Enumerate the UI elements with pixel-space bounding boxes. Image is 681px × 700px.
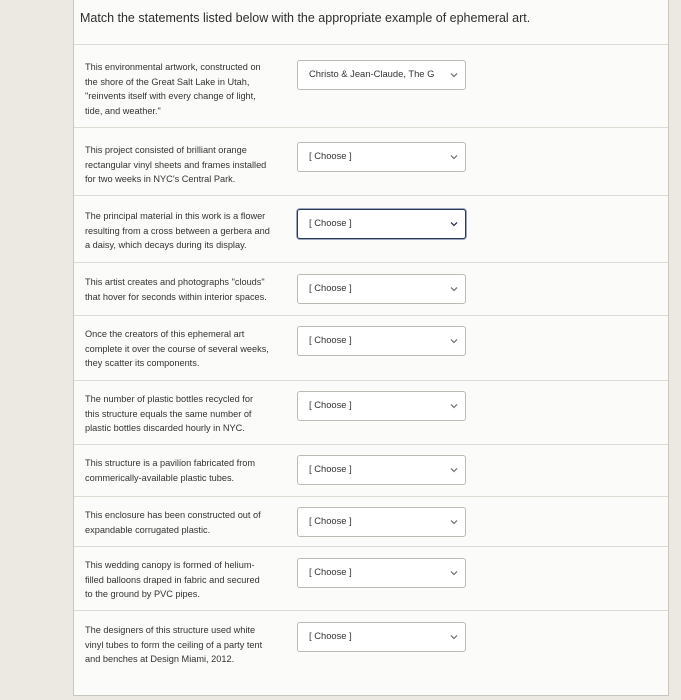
answer-select-1[interactable]	[297, 60, 466, 90]
select-value: [ Choose ]	[309, 566, 352, 577]
chevron-down-icon	[449, 568, 459, 578]
divider	[74, 380, 668, 381]
chevron-down-icon	[449, 336, 459, 346]
question-panel	[73, 0, 669, 696]
select-value: [ Choose ]	[309, 217, 352, 228]
answer-select-5[interactable]	[297, 326, 466, 356]
divider	[74, 44, 668, 45]
divider	[74, 610, 668, 611]
statement-9: This wedding canopy is formed of helium- filled balloons draped in fabric and secured to the ground by PVC pipes.	[85, 560, 260, 599]
question-prompt: Match the statements listed below with the appropriate example of ephemeral art.	[80, 11, 531, 25]
statement-6: The number of plastic bottles recycled for this structure equals the same number of plastic bottles discarded hourly in NYC.	[85, 394, 254, 433]
statement-1: This environmental artwork, constructed on the shore of the Great Salt Lake in Utah, "reinvents itself with every change of light, tide, and weather."	[85, 62, 261, 116]
statement-2: This project consisted of brilliant orange rectangular vinyl sheets and frames installed for two weeks in NYC's Central Park.	[85, 145, 267, 184]
answer-select-4[interactable]	[297, 274, 466, 304]
select-value: [ Choose ]	[309, 334, 352, 345]
select-value: [ Choose ]	[309, 630, 352, 641]
divider	[74, 444, 668, 445]
divider	[74, 315, 668, 316]
select-value: [ Choose ]	[309, 463, 352, 474]
select-value: [ Choose ]	[309, 399, 352, 410]
chevron-down-icon	[449, 632, 459, 642]
select-value: [ Choose ]	[309, 282, 352, 293]
statement-3: The principal material in this work is a flower resulting from a cross between a gerbera and a daisy, which decays during its display.	[85, 211, 270, 250]
chevron-down-icon	[449, 70, 459, 80]
answer-select-3[interactable]	[297, 209, 466, 239]
statement-5: Once the creators of this ephemeral art complete it over the course of several weeks, they scatter its components.	[85, 329, 269, 368]
answer-select-7[interactable]	[297, 455, 466, 485]
chevron-down-icon	[449, 219, 459, 229]
chevron-down-icon	[449, 465, 459, 475]
answer-select-2[interactable]	[297, 142, 466, 172]
statement-7: This structure is a pavilion fabricated from commerically-available plastic tubes.	[85, 458, 256, 483]
chevron-down-icon	[449, 152, 459, 162]
statement-8: This enclosure has been constructed out of expandable corrugated plastic.	[85, 510, 261, 535]
answer-select-10[interactable]	[297, 622, 466, 652]
divider	[74, 496, 668, 497]
chevron-down-icon	[449, 284, 459, 294]
chevron-down-icon	[449, 517, 459, 527]
statement-10: The designers of this structure used white vinyl tubes to form the ceiling of a party tent and benches at Design Miami, 2012.	[85, 625, 263, 664]
answer-select-8[interactable]	[297, 507, 466, 537]
divider	[74, 546, 668, 547]
divider	[74, 195, 668, 196]
answer-select-9[interactable]	[297, 558, 466, 588]
select-value: [ Choose ]	[309, 150, 352, 161]
divider	[74, 262, 668, 263]
select-value: Christo & Jean-Claude, The G	[309, 68, 435, 79]
divider	[74, 127, 668, 128]
select-value: [ Choose ]	[309, 515, 352, 526]
statement-4: This artist creates and photographs "clouds" that hover for seconds within interior spaces.	[85, 277, 267, 302]
answer-select-6[interactable]	[297, 391, 466, 421]
chevron-down-icon	[449, 401, 459, 411]
